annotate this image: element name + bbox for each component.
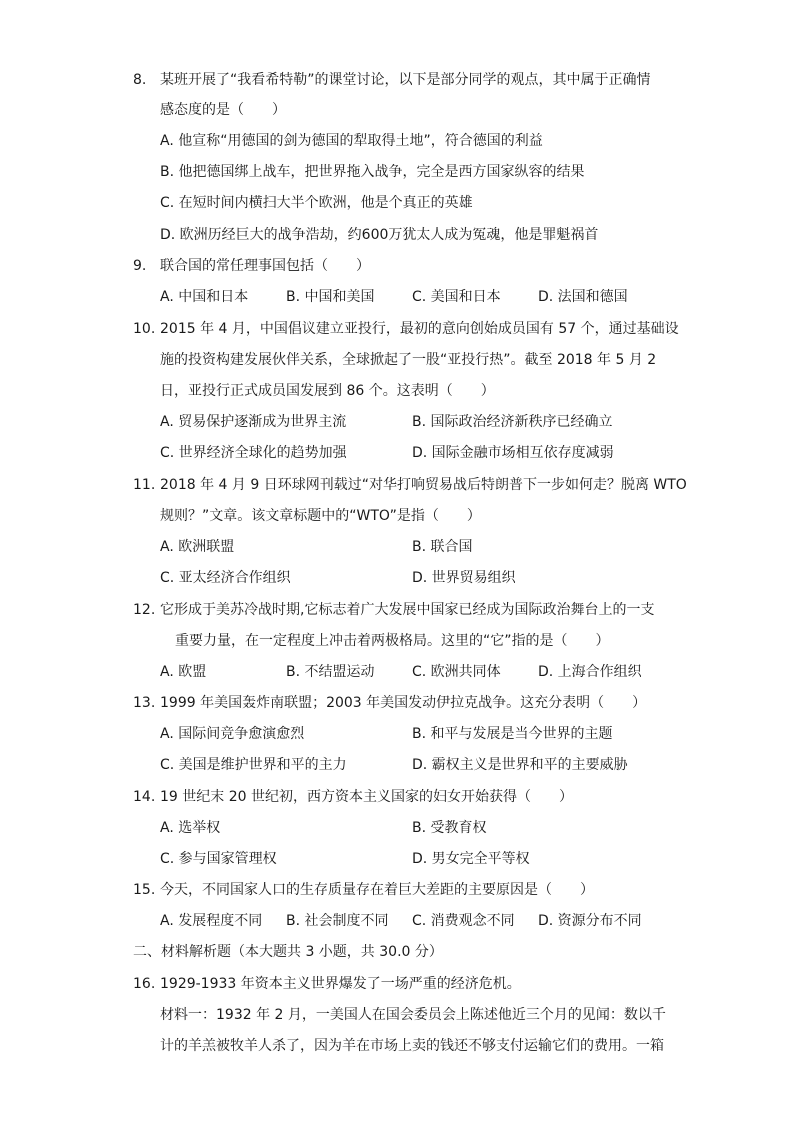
question-text: 1929-1933 年资本主义世界爆发了一场严重的经济危机。 [160, 976, 521, 992]
question-number: 9. [133, 258, 147, 274]
question-text: 施的投资构建发展伙伴关系，全球掀起了一股“亚投行热”。截至 2018 年 5 月 2 [160, 352, 657, 368]
option-c: C. 美国是维护世界和平的主力 [160, 757, 347, 773]
option-d: D. 法国和德国 [538, 289, 628, 305]
option-d: D. 世界贸易组织 [412, 570, 516, 586]
question-number: 14. [133, 789, 156, 805]
question-text: 某班开展了“我看希特勒”的课堂讨论，以下是部分同学的观点，其中属于正确情 [160, 72, 651, 88]
question-number: 10. [133, 321, 156, 337]
option-c: C. 参与国家管理权 [160, 851, 277, 867]
question-text: 2015 年 4 月，中国倡议建立亚投行，最初的意向创始成员国有 57 个，通过基础设 [160, 321, 679, 337]
option-b: B. 国际政治经济新秩序已经确立 [412, 414, 613, 430]
question-text: 今天，不同国家人口的生存质量存在着巨大差距的主要原因是（ ） [160, 882, 594, 898]
question-number: 16. [133, 976, 156, 992]
question-text: 1999 年美国轰炸南联盟；2003 年美国发动伊拉克战争。这充分表明（ ） [160, 695, 647, 711]
option-a: A. 欧盟 [160, 664, 207, 680]
option-c: C. 美国和日本 [412, 289, 501, 305]
option-a: A. 发展程度不同 [160, 913, 263, 929]
question-text: 规则？”文章。该文章标题中的“WTO”是指（ ） [160, 508, 481, 524]
question-text: 联合国的常任理事国包括（ ） [160, 258, 370, 274]
option-a: A. 他宣称“用德国的剑为德国的犁取得土地”，符合德国的利益 [160, 133, 543, 149]
option-b: B. 受教育权 [412, 820, 487, 836]
option-a: A. 国际间竞争愈演愈烈 [160, 726, 305, 742]
option-d: D. 男女完全平等权 [412, 851, 530, 867]
option-a: A. 贸易保护逐渐成为世界主流 [160, 414, 347, 430]
option-a: A. 欧洲联盟 [160, 539, 235, 555]
question-text: 日，亚投行正式成员国发展到 86 个。这表明（ ） [160, 383, 495, 399]
option-c: C. 消费观念不同 [412, 913, 515, 929]
option-b: B. 联合国 [412, 539, 473, 555]
option-c: C. 世界经济全球化的趋势加强 [160, 445, 347, 461]
option-d: D. 上海合作组织 [538, 664, 642, 680]
option-d: D. 欧洲历经巨大的战争浩劫，约600万犹太人成为冤魂，他是罪魁祸首 [160, 227, 599, 243]
question-number: 11. [133, 477, 156, 493]
option-d: D. 霸权主义是世界和平的主要威胁 [412, 757, 628, 773]
option-a: A. 选举权 [160, 820, 221, 836]
option-b: B. 社会制度不同 [286, 913, 389, 929]
question-text: 19 世纪末 20 世纪初，西方资本主义国家的妇女开始获得（ ） [160, 789, 573, 805]
option-b: B. 中国和美国 [286, 289, 375, 305]
question-text: 它形成于美苏冷战时期,它标志着广大发展中国家已经成为国际政治舞台上的一支 [160, 602, 655, 618]
material-text: 计的羊羔被牧羊人杀了，因为羊在市场上卖的钱还不够支付运输它们的费用。一箱 [160, 1038, 664, 1054]
question-text: 2018 年 4 月 9 日环球网刊载过“对华打响贸易战后特朗普下一步如何走？脱离 WTO [160, 477, 687, 493]
option-b: B. 他把德国绑上战车，把世界拖入战争，完全是西方国家纵容的结果 [160, 164, 585, 180]
question-number: 15. [133, 882, 156, 898]
option-d: D. 资源分布不同 [538, 913, 642, 929]
option-d: D. 国际金融市场相互依存度减弱 [412, 445, 614, 461]
question-number: 13. [133, 695, 156, 711]
question-text: 感态度的是（ ） [160, 102, 286, 118]
question-text: 重要力量，在一定程度上冲击着两极格局。这里的“它”指的是（ ） [175, 633, 610, 649]
option-a: A. 中国和日本 [160, 289, 249, 305]
option-c: C. 在短时间内横扫大半个欧洲，他是个真正的英雄 [160, 195, 473, 211]
material-text: 材料一：1932 年 2 月，一美国人在国会委员会上陈述他近三个月的见闻：数以千 [160, 1007, 666, 1023]
option-b: B. 和平与发展是当今世界的主题 [412, 726, 613, 742]
option-b: B. 不结盟运动 [286, 664, 375, 680]
question-number: 12. [133, 602, 156, 618]
option-c: C. 欧洲共同体 [412, 664, 501, 680]
option-c: C. 亚太经济合作组织 [160, 570, 291, 586]
question-number: 8. [133, 72, 147, 88]
section-heading: 二、材料解析题（本大题共 3 小题，共 30.0 分） [133, 944, 443, 960]
